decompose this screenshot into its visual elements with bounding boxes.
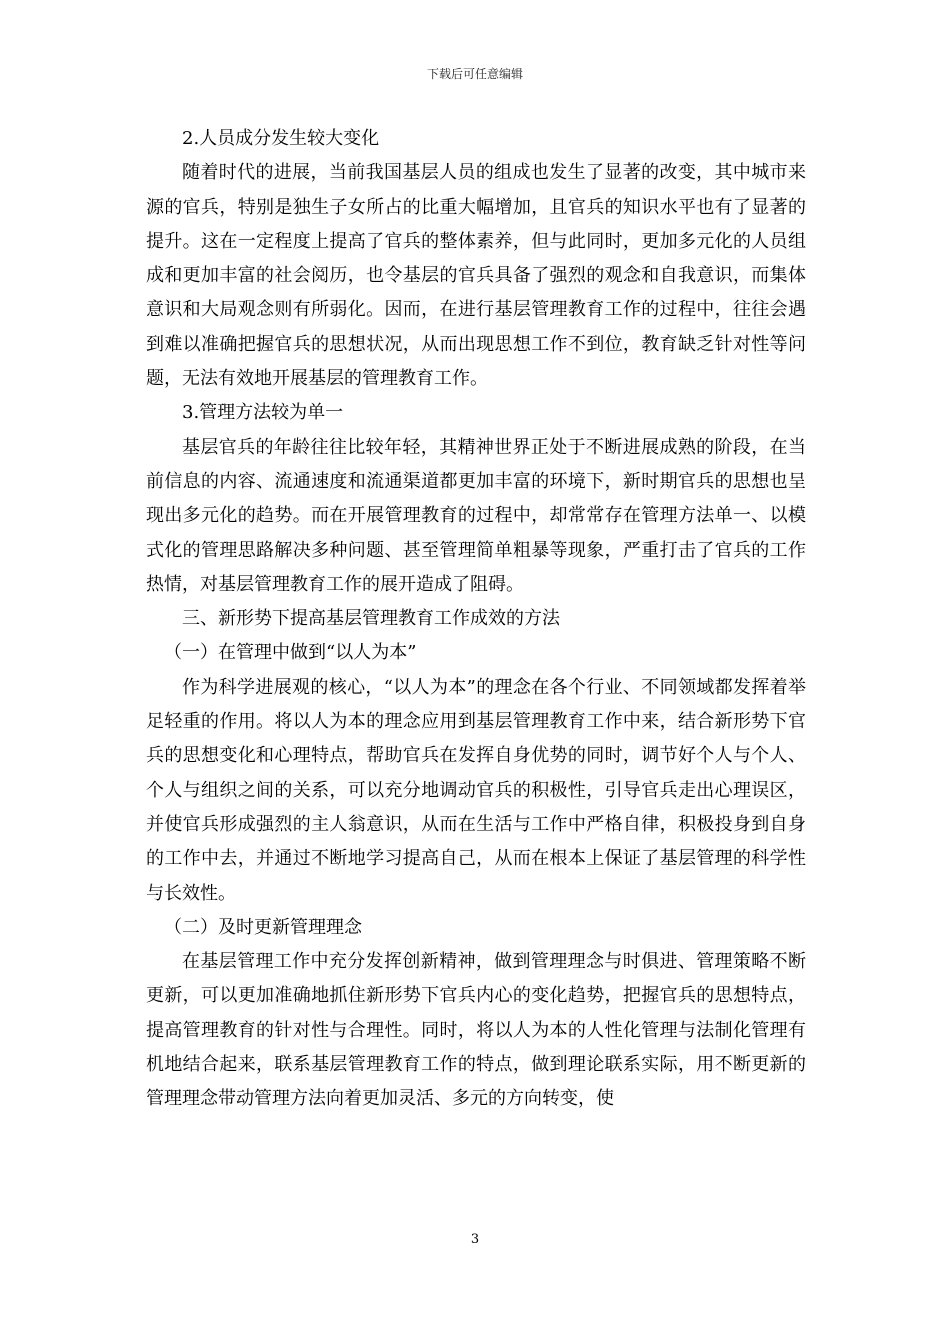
- subheading-personnel-change: 2.人员成分发生较大变化: [182, 128, 380, 149]
- paragraph-people-oriented: 作为科学进展观的核心，“以人为本”的理念在各个行业、不同领域都发挥着举足轻重的作用。将以人为本的理念应用到基层管理教育工作中来，结合新形势下官兵的思想变化和心理特点，帮助官兵在发挥自身优势的同时，调节好个人与个人、个人与组织之间的关系，可以充分地调动官兵的积极性，引导官兵走出心理误区，并使官兵形成强烈的主人翁意识，从而在生活与工作中严格自律，积极投身到自身的工作中去，并通过不断地学习提高自己，从而在根本上保证了基层管理的科学性与长效性。: [146, 676, 806, 904]
- subheading-update-concepts: （二）及时更新管理理念: [164, 916, 362, 938]
- subheading-management-method: 3.管理方法较为单一: [182, 402, 344, 424]
- section-heading-methods: 三、新形势下提高基层管理教育工作成效的方法: [182, 608, 560, 630]
- paragraph-update-concepts: 在基层管理工作中充分发挥创新精神，做到管理理念与时俱进、管理策略不断更新，可以更加准确地抓住新形势下官兵内心的变化趋势，把握官兵的思想特点，提高管理教育的针对性与合理性。同时，将以人为本的人性化管理与法制化管理有机地结合起来，联系基层管理教育工作的特点，做到理论联系实际，用不断更新的管理理念带动管理方法向着更加灵活、多元的方向转变，使: [146, 951, 806, 1110]
- paragraph-management-method: 基层官兵的年龄往往比较年轻，其精神世界正处于不断进展成熟的阶段，在当前信息的内容、流通速度和流通渠道都更加丰富的环境下，新时期官兵的思想也呈现出多元化的趋势。而在开展管理教育的过程中，却常常存在管理方法单一、以模式化的管理思路解决多种问题、甚至管理简单粗暴等现象，严重打击了官兵的工作热情，对基层管理教育工作的展开造成了阻碍。: [146, 436, 806, 595]
- document-body: [146, 122, 806, 1117]
- subheading-people-oriented: （一）在管理中做到“以人为本”: [164, 642, 417, 664]
- paragraph-personnel-change: 随着时代的进展，当前我国基层人员的组成也发生了显著的改变，其中城市来源的官兵，特别是独生子女所占的比重大幅增加，且官兵的知识水平也有了显著的提升。这在一定程度上提高了官兵的整体素养，但与此同时，更加多元化的人员组成和更加丰富的社会阅历，也令基层的官兵具备了强烈的观念和自我意识，而集体意识和大局观念则有所弱化。因而，在进行基层管理教育工作的过程中，往往会遇到难以准确把握官兵的思想状况，从而出现思想工作不到位，教育缺乏针对性等问题，无法有效地开展基层的管理教育工作。: [146, 162, 806, 390]
- page-header: 下载后可任意编辑: [426, 67, 523, 81]
- page-number: 3: [470, 1232, 480, 1247]
